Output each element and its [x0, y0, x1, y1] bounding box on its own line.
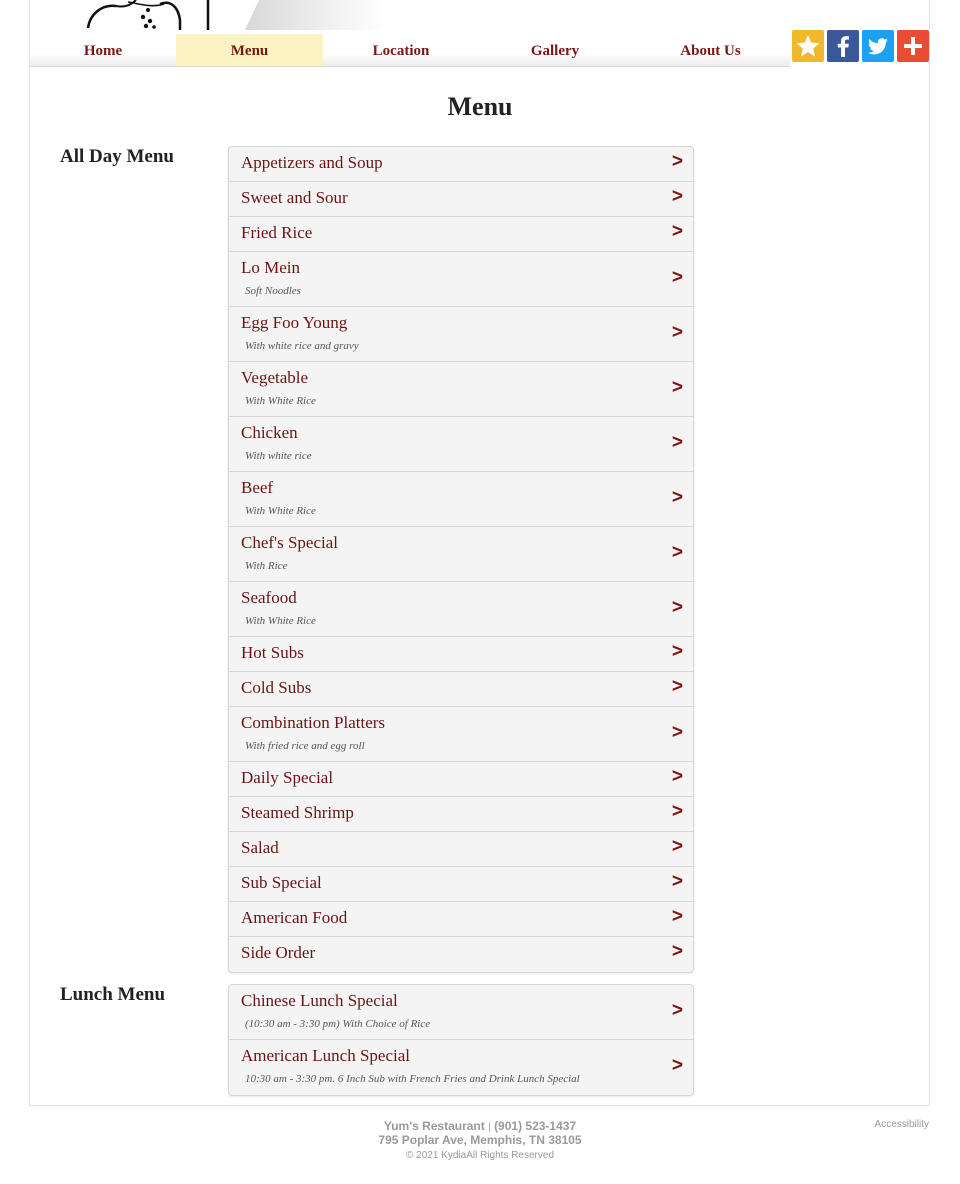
menu-category-name: Combination Platters	[241, 713, 386, 732]
accessibility-link[interactable]: Accessibility	[874, 1119, 929, 1130]
chevron-right-icon: >	[671, 542, 683, 563]
chevron-right-icon: >	[671, 377, 683, 398]
favorite-button[interactable]	[792, 30, 824, 62]
menu-category-row[interactable]	[229, 362, 693, 417]
chevron-right-icon: >	[671, 801, 683, 822]
menu-category-row[interactable]	[229, 307, 693, 362]
nav-gallery[interactable]: Gallery	[530, 43, 580, 59]
menu-category-description: With white rice	[245, 450, 312, 462]
menu-category-row[interactable]	[229, 707, 693, 762]
facebook-button[interactable]	[827, 30, 859, 62]
menu-category-name: Lo Mein	[241, 258, 301, 277]
chevron-right-icon: >	[671, 676, 683, 697]
main-nav	[30, 34, 790, 67]
section-label-lunch: Lunch Menu	[60, 984, 166, 1005]
menu-category-name: Side Order	[241, 943, 316, 962]
menu-category-row[interactable]	[229, 985, 693, 1040]
menu-category-name: Chicken	[241, 423, 298, 442]
menu-category-name: Sub Special	[241, 873, 322, 892]
menu-category-name: American Lunch Special	[241, 1046, 410, 1065]
chevron-right-icon: >	[671, 186, 683, 207]
menu-category-row[interactable]	[229, 252, 693, 307]
footer-restaurant-name: Yum's Restaurant	[383, 1119, 485, 1133]
menu-category-name: Steamed Shrimp	[241, 803, 354, 822]
menu-category-name: Salad	[241, 838, 279, 857]
menu-category-row[interactable]	[229, 217, 693, 252]
all-day-menu-list	[228, 146, 694, 973]
share-button[interactable]	[897, 30, 929, 62]
menu-category-description: Soft Noodles	[245, 285, 301, 297]
menu-category-row[interactable]	[229, 902, 693, 937]
menu-category-description: With white rice and gravy	[245, 340, 359, 352]
header-swoosh	[245, 0, 385, 30]
nav-home[interactable]: Home	[83, 43, 123, 59]
footer-copyright: © 2021	[405, 1150, 439, 1161]
menu-category-name: Daily Special	[241, 768, 334, 787]
nav-about-us[interactable]: About Us	[680, 43, 741, 59]
menu-category-description: With White Rice	[245, 505, 316, 517]
footer-address[interactable]: 795 Poplar Ave, Memphis, TN 38105	[378, 1133, 582, 1147]
chevron-right-icon: >	[671, 766, 683, 787]
chevron-right-icon: >	[671, 641, 683, 662]
menu-category-name: Cold Subs	[241, 678, 312, 697]
menu-category-row[interactable]	[229, 797, 693, 832]
nav-menu[interactable]: Menu	[176, 34, 323, 66]
menu-category-row[interactable]	[229, 1040, 693, 1095]
menu-category-row[interactable]	[229, 417, 693, 472]
chevron-right-icon: >	[671, 1055, 683, 1076]
chevron-right-icon: >	[671, 267, 683, 288]
menu-category-description: With fried rice and egg roll	[245, 740, 365, 752]
menu-category-name: Egg Foo Young	[241, 313, 348, 332]
chevron-right-icon: >	[671, 1000, 683, 1021]
menu-category-row[interactable]	[229, 527, 693, 582]
menu-category-name: Beef	[241, 478, 274, 497]
star-icon	[792, 30, 824, 62]
lunch-menu-list	[228, 984, 694, 1096]
menu-category-description: (10:30 am - 3:30 pm) With Choice of Rice	[245, 1018, 431, 1030]
menu-category-row[interactable]	[229, 147, 693, 182]
menu-category-description: With White Rice	[245, 615, 316, 627]
plus-icon	[897, 30, 929, 62]
menu-category-row[interactable]	[229, 582, 693, 637]
menu-category-row[interactable]	[229, 937, 693, 972]
footer-brand-link[interactable]: Kydia	[441, 1150, 467, 1161]
menu-category-row[interactable]	[229, 672, 693, 707]
menu-category-description: 10:30 am - 3:30 pm. 6 Inch Sub with French Fries and Drink Lunch Special	[245, 1073, 580, 1085]
chevron-right-icon: >	[671, 432, 683, 453]
restaurant-logo[interactable]	[80, 0, 220, 30]
menu-category-name: Seafood	[241, 588, 297, 607]
menu-category-name: Fried Rice	[241, 223, 313, 242]
chevron-right-icon: >	[671, 221, 683, 242]
menu-category-name: Chef's Special	[241, 533, 339, 552]
chevron-right-icon: >	[671, 941, 683, 962]
chevron-right-icon: >	[671, 322, 683, 343]
facebook-icon	[827, 30, 859, 62]
menu-category-row[interactable]	[229, 472, 693, 527]
chevron-right-icon: >	[671, 487, 683, 508]
chevron-right-icon: >	[671, 906, 683, 927]
footer-phone[interactable]: (901) 523-1437	[494, 1119, 577, 1133]
nav-location[interactable]: Location	[372, 43, 430, 59]
footer-separator: |	[488, 1122, 491, 1133]
menu-category-name: Sweet and Sour	[241, 188, 348, 207]
twitter-icon	[862, 30, 894, 62]
menu-category-row[interactable]	[229, 182, 693, 217]
footer-rights: All Rights Reserved	[466, 1150, 554, 1161]
twitter-button[interactable]	[862, 30, 894, 62]
menu-category-row[interactable]	[229, 867, 693, 902]
menu-category-row[interactable]	[229, 637, 693, 672]
chevron-right-icon: >	[671, 597, 683, 618]
menu-category-description: With Rice	[245, 560, 288, 572]
menu-category-row[interactable]	[229, 762, 693, 797]
menu-category-row[interactable]	[229, 832, 693, 867]
page-title: Menu	[447, 92, 513, 121]
chevron-right-icon: >	[671, 871, 683, 892]
chevron-right-icon: >	[671, 151, 683, 172]
menu-category-name: American Food	[241, 908, 348, 927]
menu-category-name: Vegetable	[241, 368, 309, 387]
section-label-all-day: All Day Menu	[60, 146, 174, 167]
menu-category-description: With White Rice	[245, 395, 316, 407]
menu-category-name: Hot Subs	[241, 643, 304, 662]
chevron-right-icon: >	[671, 836, 683, 857]
menu-category-name: Appetizers and Soup	[241, 153, 383, 172]
footer	[0, 1119, 960, 1163]
menu-category-name: Chinese Lunch Special	[241, 991, 398, 1010]
chevron-right-icon: >	[671, 722, 683, 743]
